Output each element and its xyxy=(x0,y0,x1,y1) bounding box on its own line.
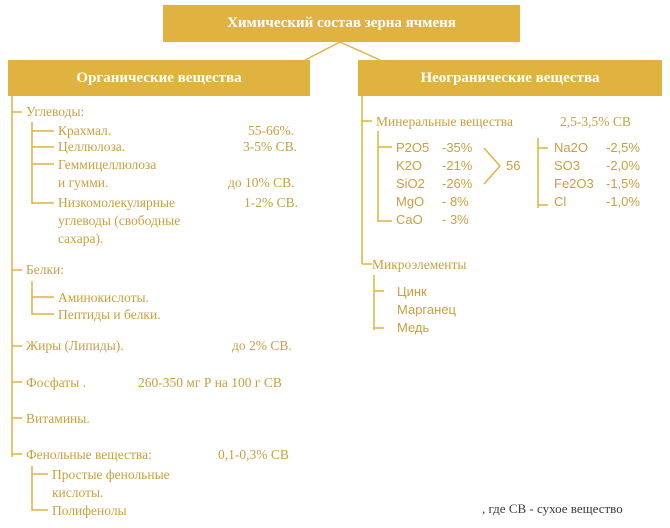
carb-value: 55-66%. xyxy=(248,123,295,138)
organic-header-label: Органические вещества xyxy=(76,69,242,86)
mineral-name: Cl xyxy=(554,194,567,209)
carb-name-line2: углеводы (свободные xyxy=(58,213,181,228)
carb-name-line3: сахара). xyxy=(58,231,104,246)
vitamins-label: Витамины. xyxy=(26,411,90,426)
mineral-value: -2,0% xyxy=(606,158,640,173)
phenolic-value: 0,1-0,3% СВ xyxy=(218,447,289,462)
micro-item: Марганец xyxy=(397,302,456,317)
micro-item: Цинк xyxy=(397,284,427,299)
protein-item: Пептиды и белки. xyxy=(58,307,161,322)
mineral-name: Na2O xyxy=(554,140,588,155)
minerals-value: 2,5-3,5% СВ xyxy=(560,114,631,129)
phenolic-item: Простые фенольные xyxy=(52,467,170,482)
carb-name: Геммицеллюлоза xyxy=(58,157,157,172)
mineral-name: P2O5 xyxy=(396,140,430,155)
carb-name: Низкомолекулярные xyxy=(58,195,176,210)
phosphates-label: Фосфаты . xyxy=(26,375,87,390)
mineral-value: -26% xyxy=(442,176,473,191)
micro-label: Микроэлементы xyxy=(372,257,467,272)
title: Химический состав зерна ячменя xyxy=(227,15,456,31)
carb-name: Целлюлоза. xyxy=(58,139,126,154)
carb-name-line2: и гумми. xyxy=(58,175,109,190)
mineral-name: Fe2O3 xyxy=(554,176,594,191)
proteins-label: Белки: xyxy=(26,262,65,277)
fats-label: Жиры (Липиды). xyxy=(26,338,124,353)
phenolic-label: Фенольные вещества: xyxy=(26,447,152,462)
phenolic-item: Полифенолы xyxy=(52,503,127,518)
mineral-value: -2,5% xyxy=(606,140,640,155)
micro-item: Медь xyxy=(397,320,430,335)
minerals-label: Минеральные вещества xyxy=(376,114,513,129)
carb-value: 3-5% СВ. xyxy=(243,139,297,154)
mineral-name: SiO2 xyxy=(396,176,425,191)
mineral-value: - 3% xyxy=(442,212,469,227)
mineral-name: K2O xyxy=(396,158,423,173)
mineral-value: - 8% xyxy=(442,194,469,209)
title-box xyxy=(163,5,520,42)
minerals-sum: 56 xyxy=(506,158,521,173)
phenolic-item: кислоты. xyxy=(52,485,104,500)
footnote: , где СВ - сухое вещество xyxy=(482,501,623,516)
inorganic-header xyxy=(358,60,662,96)
inorganic-header-label: Неограничеcкие вещества xyxy=(420,69,600,86)
mineral-name: MgO xyxy=(396,194,425,209)
organic-header xyxy=(8,60,310,96)
mineral-value: -35% xyxy=(442,140,473,155)
carb-value: 1-2% СВ. xyxy=(244,195,298,210)
mineral-name: CaO xyxy=(396,212,423,227)
phosphates-value: 260-350 мг Р на 100 г СВ xyxy=(138,375,282,390)
carb-value: до 10% СВ. xyxy=(228,175,295,190)
mineral-name: SO3 xyxy=(554,158,581,173)
mineral-value: -1,5% xyxy=(606,176,640,191)
carbs-label: Углеводы: xyxy=(26,104,85,119)
mineral-value: -21% xyxy=(442,158,473,173)
protein-item: Аминокислоты. xyxy=(58,290,149,305)
carb-name: Крахмал. xyxy=(58,123,112,138)
fats-value: до 2% СВ. xyxy=(232,338,292,353)
mineral-value: -1,0% xyxy=(606,194,640,209)
